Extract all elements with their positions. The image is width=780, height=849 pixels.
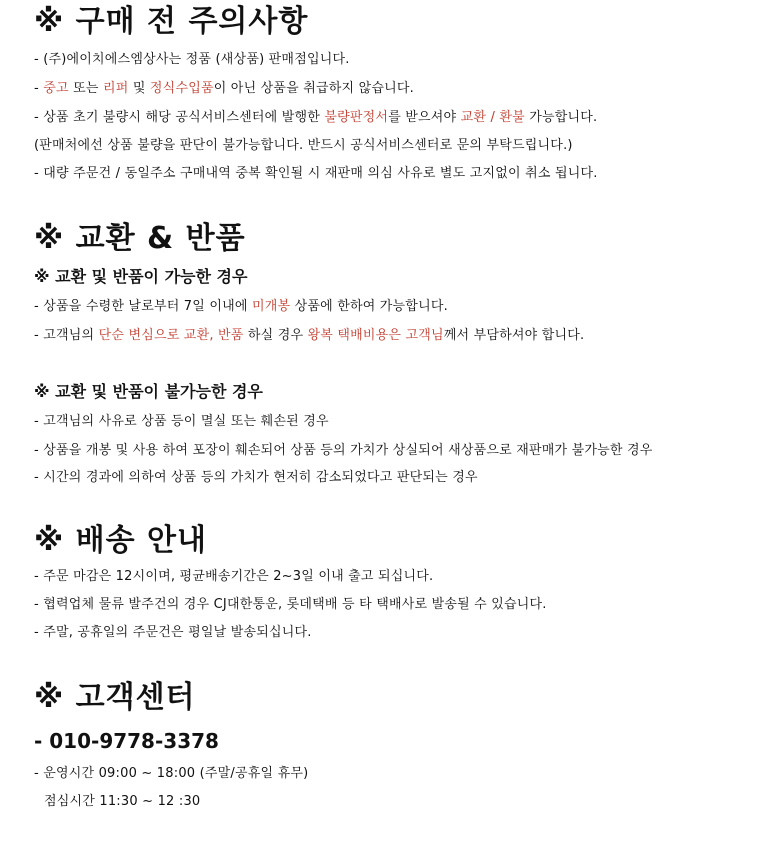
text-segment: 및 <box>128 81 150 96</box>
text-segment: - <box>34 81 44 96</box>
text-segment: - 주문 마감은 12시이며, 평균배송기간은 2~3일 이내 출고 되십니다. <box>34 569 434 584</box>
text-segment: - 주말, 공휴일의 주문건은 평일날 발송되십니다. <box>34 625 312 640</box>
highlighted-text: 중고 <box>43 81 69 96</box>
phone-number: - 010-9778-3378 <box>34 729 219 753</box>
section-title-exchange: ※ 교환 & 반품 <box>34 221 246 256</box>
text-segment: - 고객님의 <box>34 328 99 343</box>
highlighted-text: 미개봉 <box>251 299 291 314</box>
precaution-line <box>34 51 350 69</box>
text-segment: 께서 부담하셔야 합니다. <box>443 328 585 343</box>
shipping-line <box>34 624 312 642</box>
text-segment: 를 받으셔야 <box>388 110 461 125</box>
subheading-exchange-not-allowed: ※ 교환 및 반품이 불가능한 경우 <box>34 382 263 401</box>
text-segment: - 고객님의 사유로 상품 등이 멸실 또는 훼손된 경우 <box>34 414 329 429</box>
highlighted-text: 왕복 택배비용은 고객님 <box>307 328 444 343</box>
highlighted-text: 단순 변심으로 교환, 반품 <box>98 328 244 343</box>
precaution-line <box>34 137 573 155</box>
text-segment: 가능합니다. <box>524 110 598 125</box>
operating-hours: - 운영시간 09:00 ~ 18:00 (주말/공휴일 휴무) <box>34 766 309 781</box>
subheading-exchange-allowed: ※ 교환 및 반품이 가능한 경우 <box>34 267 248 286</box>
text-segment: - 대량 주문건 / 동일주소 구매내역 중복 확인될 시 재판매 의심 사유로 별도 고지없이 취소 됩니다. <box>34 166 598 181</box>
precaution-line <box>34 109 597 127</box>
section-title-precautions: ※ 구매 전 주의사항 <box>34 4 309 39</box>
highlighted-text: 불량판정서 <box>324 110 389 125</box>
exchange-not-allowed-line <box>34 413 329 431</box>
text-segment: - (주)에이치에스엠상사는 정품 (새상품) 판매점입니다. <box>34 52 350 67</box>
text-segment: 이 아닌 상품을 취급하지 않습니다. <box>213 81 414 96</box>
text-segment: 상품에 한하여 가능합니다. <box>290 299 448 314</box>
precaution-line <box>34 80 414 98</box>
section-title-shipping: ※ 배송 안내 <box>34 523 207 558</box>
text-segment: 하실 경우 <box>243 328 308 343</box>
exchange-allowed-line <box>34 298 448 316</box>
highlighted-text: 교환 / 환불 <box>460 110 525 125</box>
exchange-not-allowed-line <box>34 469 478 487</box>
shipping-line <box>34 596 547 614</box>
shipping-line <box>34 568 433 586</box>
precaution-line <box>34 165 598 183</box>
text-segment: 또는 <box>68 81 103 96</box>
text-segment: - 협력업체 물류 발주건의 경우 CJ대한통운, 롯데택배 등 타 택배사로 발송될 수 있습니다. <box>34 597 547 612</box>
section-title-customer-center: ※ 고객센터 <box>34 680 196 715</box>
text-segment: (판매처에선 상품 불량을 판단이 불가능합니다. 반드시 공식서비스센터로 문의 부탁드립니다.) <box>34 138 573 153</box>
lunch-hours: 점심시간 11:30 ~ 12 :30 <box>44 794 201 809</box>
exchange-not-allowed-line <box>34 442 652 460</box>
text-segment: - 상품을 수령한 날로부터 7일 이내에 <box>34 299 252 314</box>
exchange-allowed-line <box>34 327 584 345</box>
text-segment: - 상품을 개봉 및 사용 하여 포장이 훼손되어 상품 등의 가치가 상실되어 새상품으로 재판매가 불가능한 경우 <box>34 443 653 458</box>
text-segment: - 시간의 경과에 의하여 상품 등의 가치가 현저히 감소되었다고 판단되는 경우 <box>34 470 478 485</box>
highlighted-text: 정식수입품 <box>149 81 214 96</box>
highlighted-text: 리퍼 <box>102 81 129 96</box>
text-segment: - 상품 초기 불량시 해당 공식서비스센터에 발행한 <box>34 110 325 125</box>
